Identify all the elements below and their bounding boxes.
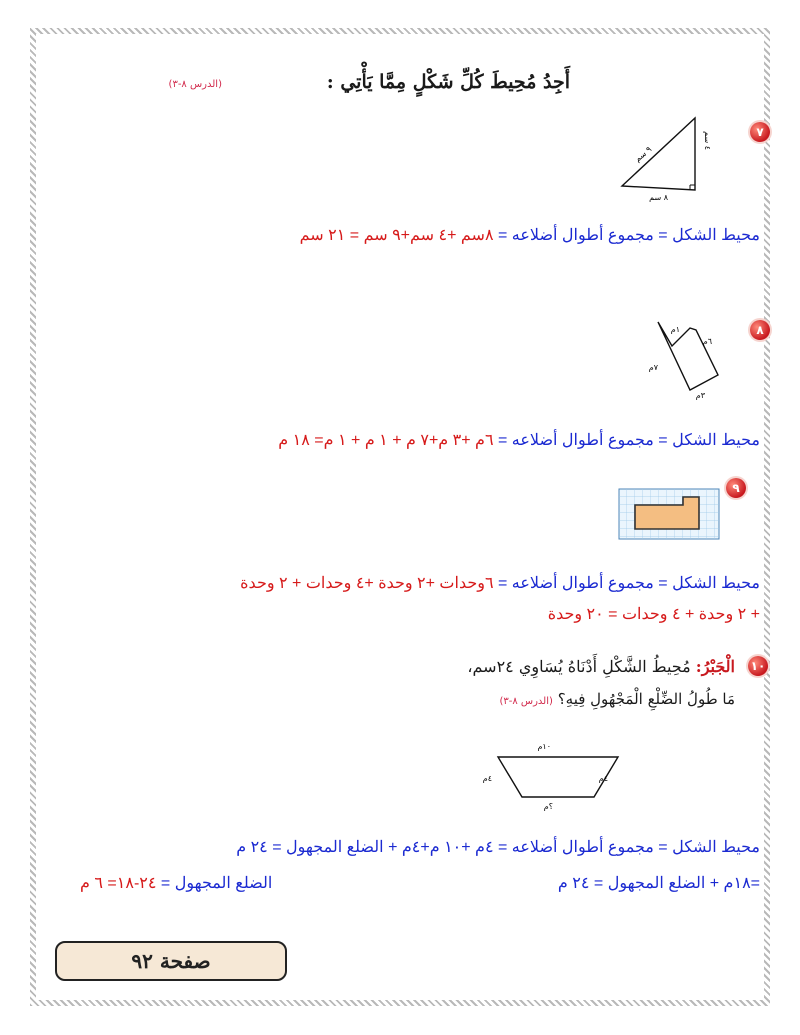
answer-value: ٢٤-١٨= ٦ م [80, 875, 157, 892]
answer-label: محيط الشكل = مجموع أطوال أضلاعه = [493, 432, 760, 449]
triangle-label-vertical: ٤ سم [703, 131, 712, 150]
answer-label: محيط الشكل = مجموع أطوال أضلاعه = [493, 227, 760, 244]
grid-figure [618, 488, 720, 540]
lesson-reference: (الدرس ٨-٣) [499, 696, 553, 707]
instruction-heading: أَجِدُ مُحِيطَ كُلِّ شَكْلٍ مِمَّا يَأْتِي : [326, 71, 570, 93]
lesson-reference: (الدرس ٨-٣) [168, 79, 222, 90]
trapezoid-label-bottom: ؟م [543, 802, 553, 811]
shape-label-bottom-side: ٣م [695, 391, 705, 400]
problem-number-badge: ٧ [750, 122, 770, 142]
page-number-box [55, 941, 287, 981]
algebra-question-line-1 [467, 657, 735, 676]
problem-number-badge: ٩ [726, 478, 746, 498]
algebra-question-text: مُحِيطُ الشَّكْلِ أَدْنَاهُ يُسَاوِي ٢٤سم، [467, 657, 691, 676]
problem-8-answer [278, 430, 760, 450]
problem-7-answer [300, 225, 760, 245]
triangle-label-base: ٨ سم [649, 193, 668, 202]
problem-9-answer-line-1 [240, 573, 760, 593]
algebra-question-text: مَا طُولُ الضِّلْعِ الْمَجْهُولِ فِيهِ؟ [557, 690, 735, 708]
answer-value: ٦م +٣ م+٧ م + ١ م + ١ م= ١٨ م [278, 432, 494, 449]
answer-value: ٦وحدات +٢ وحدة +٤ وحدات + ٢ وحدة [240, 575, 494, 592]
answer-label: الضلع المجهول = [156, 875, 273, 892]
trapezoid-label-left: ٤م [482, 774, 492, 783]
triangle-figure [600, 110, 750, 200]
triangle-label-hypotenuse: ٩ سم [633, 144, 654, 164]
problem-number-badge: ١٠ [748, 656, 768, 676]
problem-number-badge: ٨ [750, 320, 770, 340]
algebra-label: الْجَبْرُ: [695, 657, 735, 676]
answer-value: + ٢ وحدة + ٤ وحدات = ٢٠ وحدة [547, 606, 760, 623]
problem-9-answer-line-2 [548, 604, 760, 624]
page-number-label: صفحة ٩٢ [131, 949, 211, 973]
trapezoid-label-right: ٤م [598, 774, 608, 783]
shape-label-short-side: ١م [670, 325, 680, 334]
problem-10-answer-line-2: =١٨م + الضلع المجهول = ٢٤ م [557, 875, 760, 892]
problem-10-answer-result [80, 873, 272, 893]
trapezoid-label-top: ١٠م [537, 742, 551, 751]
answer-label: محيط الشكل = مجموع أطوال أضلاعه = [493, 575, 760, 592]
answer-value: ٨سم +٤ سم+٩ سم = ٢١ سم [299, 227, 494, 244]
problem-10-answer-line-1: محيط الشكل = مجموع أطوال أضلاعه = ٤م +١٠ م+٤م + الضلع المجهول = ٢٤ م [236, 839, 760, 856]
shape-label-right-side: ٦م [702, 337, 712, 346]
algebra-question-line-2 [499, 690, 735, 708]
trapezoid-figure [482, 735, 630, 815]
irregular-shape-figure [650, 310, 750, 405]
shape-label-left-side: ٧م [648, 363, 658, 372]
